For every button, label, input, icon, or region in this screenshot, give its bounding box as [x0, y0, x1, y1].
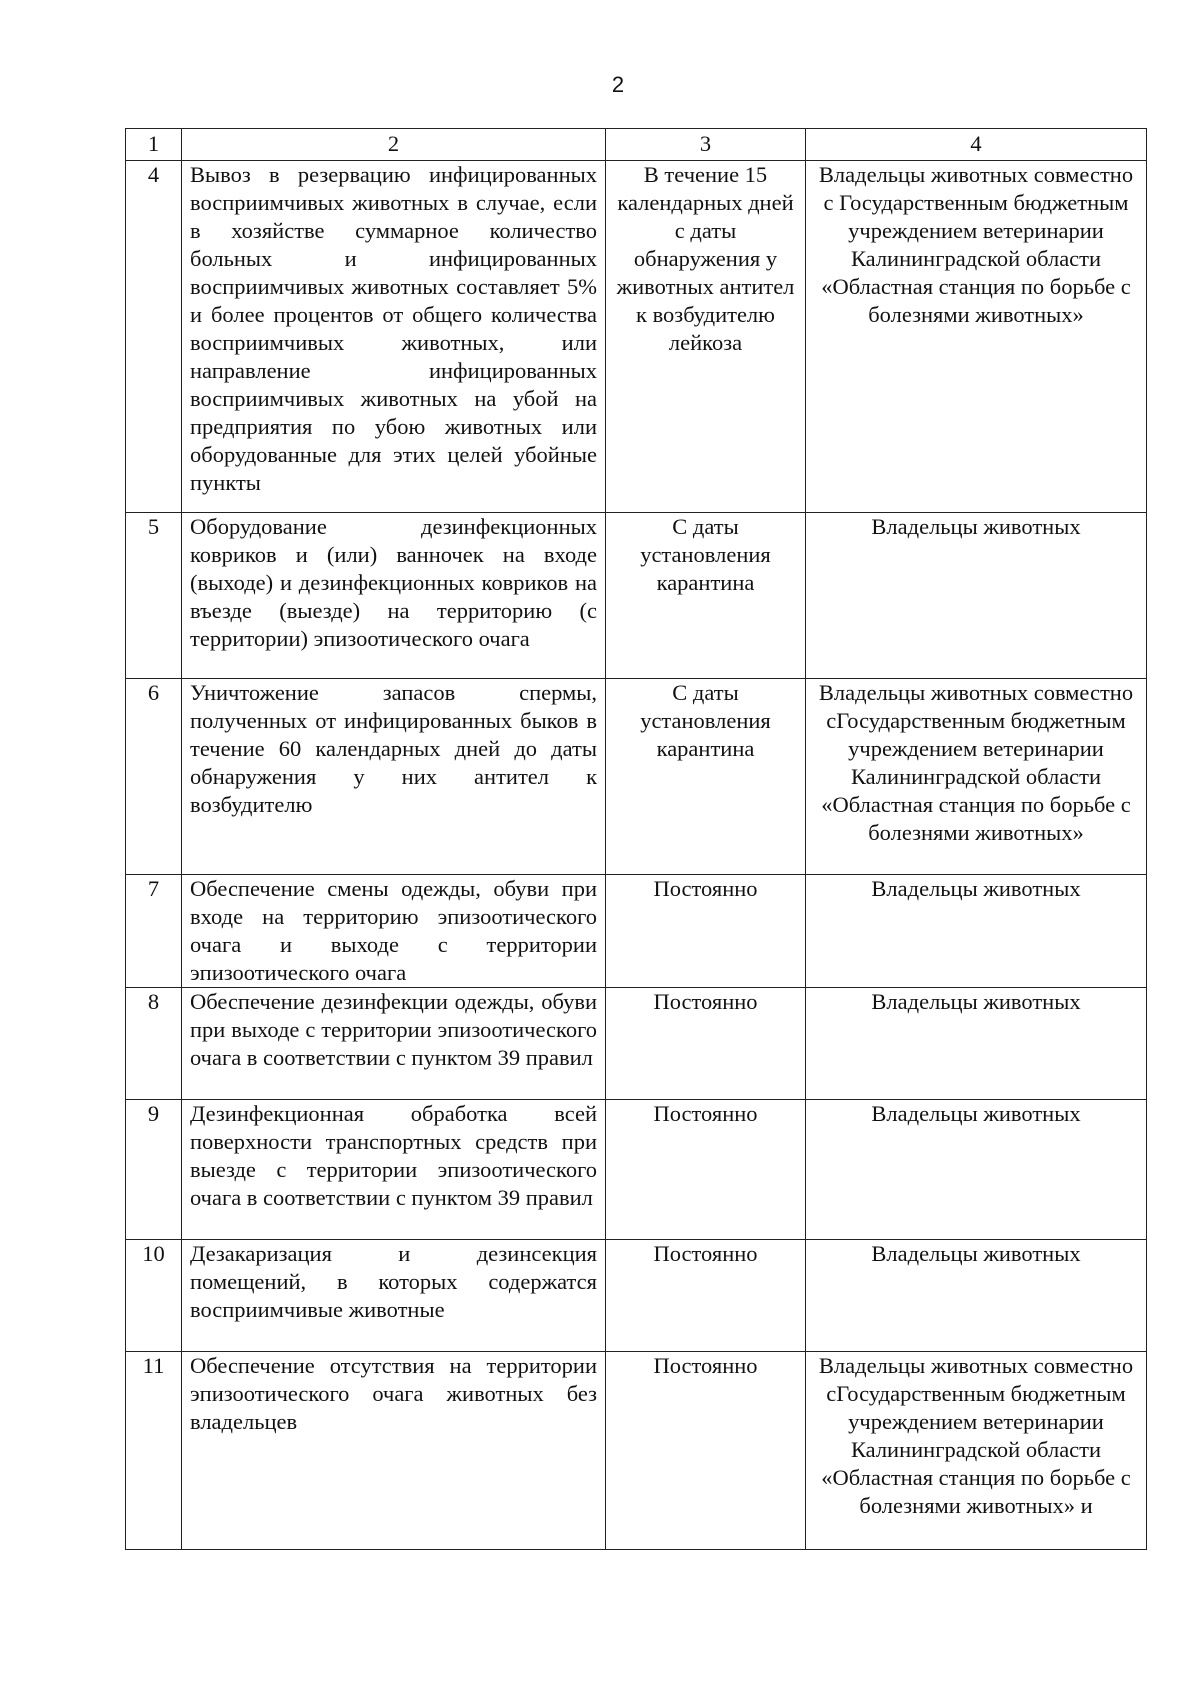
deadline-cell: В течение 15 календарных дней с даты обнаружения у животных антител к возбудителю лейкоза — [606, 161, 806, 513]
table-row — [126, 1240, 1147, 1352]
responsible-cell: Владельцы животных — [806, 1240, 1147, 1352]
row-number: 4 — [126, 161, 182, 513]
row-number: 5 — [126, 513, 182, 679]
measure-cell: Дезакаризация и дезинсекция помещений, в которых содержатся восприимчивые животные — [182, 1240, 606, 1352]
table-row — [126, 1100, 1147, 1240]
table-row — [126, 161, 1147, 513]
deadline-cell: Постоянно — [606, 1352, 806, 1550]
row-number: 10 — [126, 1240, 182, 1352]
measures-table — [125, 128, 1147, 1550]
row-number: 11 — [126, 1352, 182, 1550]
measure-cell: Обеспечение дезинфекции одежды, обуви при выходе с территории эпизоотического очага в соответствии с пунктом 39 правил — [182, 988, 606, 1100]
deadline-cell: Постоянно — [606, 988, 806, 1100]
responsible-cell: Владельцы животных совместно сГосударственным бюджетным учреждением ветеринарии Калининградской области «Областная станция по борьбе с болезнями животных» — [806, 679, 1147, 875]
row-number: 7 — [126, 875, 182, 988]
responsible-cell: Владельцы животных — [806, 875, 1147, 988]
table-row — [126, 875, 1147, 988]
row-number: 6 — [126, 679, 182, 875]
header-cell-4: 4 — [806, 129, 1147, 161]
deadline-cell: Постоянно — [606, 875, 806, 988]
table-row — [126, 1352, 1147, 1550]
row-number: 9 — [126, 1100, 182, 1240]
responsible-cell: Владельцы животных совместно сГосударственным бюджетным учреждением ветеринарии Калининградской области «Областная станция по борьбе с болезнями животных» и — [806, 1352, 1147, 1550]
table-row — [126, 679, 1147, 875]
responsible-cell: Владельцы животных совместно с Государственным бюджетным учреждением ветеринарии Калининградской области «Областная станция по борьбе с болезнями животных» — [806, 161, 1147, 513]
row-number: 8 — [126, 988, 182, 1100]
measure-cell: Уничтожение запасов спермы, полученных от инфицированных быков в течение 60 календарных дней до даты обнаружения у них антител к возбудителю — [182, 679, 606, 875]
responsible-cell: Владельцы животных — [806, 513, 1147, 679]
deadline-cell: Постоянно — [606, 1100, 806, 1240]
measure-cell: Дезинфекционная обработка всей поверхности транспортных средств при выезде с территории эпизоотического очага в соответствии с пунктом 39 правил — [182, 1100, 606, 1240]
page-number: 2 — [611, 72, 625, 97]
table-header-row — [126, 129, 1147, 161]
table-row — [126, 988, 1147, 1100]
measure-cell: Обеспечение смены одежды, обуви при входе на территорию эпизоотического очага и выходе с территории эпизоотического очага — [182, 875, 606, 988]
header-cell-3: 3 — [606, 129, 806, 161]
deadline-cell: С даты установления карантина — [606, 513, 806, 679]
deadline-cell: С даты установления карантина — [606, 679, 806, 875]
header-cell-2: 2 — [182, 129, 606, 161]
table-row — [126, 513, 1147, 679]
measure-cell: Вывоз в резервацию инфицированных восприимчивых животных в случае, если в хозяйстве суммарное количество больных и инфицированных восприимчивых животных составляет 5% и более процентов от общего количества восприимчивых животных, или направление инфицированных восприимчивых животных на убой на предприятия по убою животных или оборудованные для этих целей убойные пункты — [182, 161, 606, 513]
responsible-cell: Владельцы животных — [806, 1100, 1147, 1240]
measure-cell: Оборудование дезинфекционных ковриков и (или) ванночек на входе (выходе) и дезинфекционных ковриков на въезде (выезде) на территорию (с территории) эпизоотического очага — [182, 513, 606, 679]
responsible-cell: Владельцы животных — [806, 988, 1147, 1100]
measure-cell: Обеспечение отсутствия на территории эпизоотического очага животных без владельцев — [182, 1352, 606, 1550]
deadline-cell: Постоянно — [606, 1240, 806, 1352]
header-cell-1: 1 — [126, 129, 182, 161]
